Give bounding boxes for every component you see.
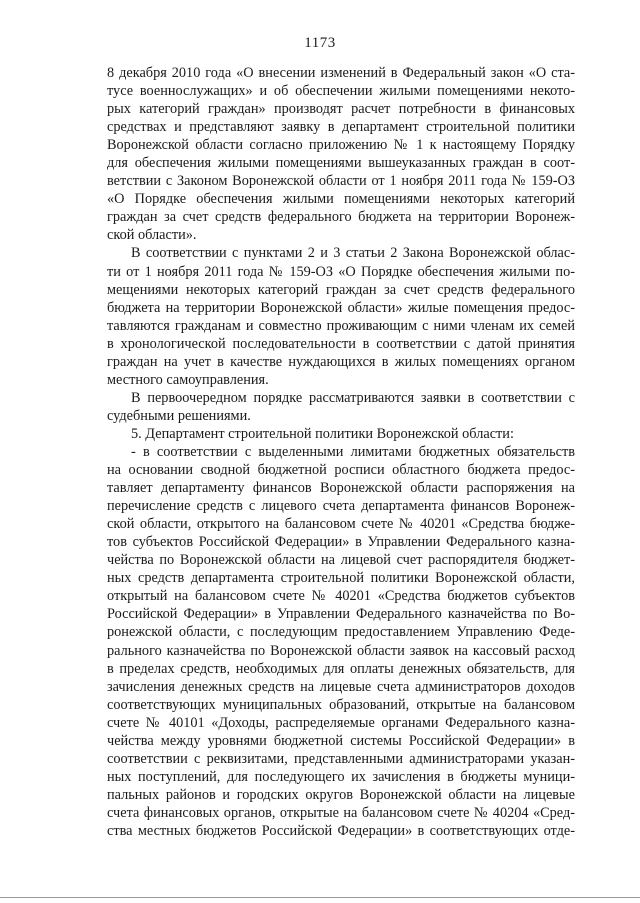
text-line: ветствии с Законом Воронежской области от 1 ноября 2011 года № 159-ОЗ [107,173,575,190]
text-line: 5. Департамент строительной политики Воронежской области: [131,425,514,442]
text-line: тов субъектов Российской Федерации» в Управлении Федерального казна- [107,534,575,551]
document-body [107,64,575,840]
text-line: мещениями некоторых категорий граждан за счет средств федерального [107,281,575,298]
text-line: перечисление средств с лицевого счета департамента финансов Воронеж- [107,498,575,515]
text-line: счета финансовых органов, открытые на балансовом счете № 40204 «Сред- [107,804,575,821]
text-line: рального казначейства по Воронежской области заявок на кассовый расход [107,642,575,659]
text-line: зачисления денежных средств на лицевые счета администраторов доходов [107,678,575,695]
text-line: 8 декабря 2010 года «О внесении изменений в Федеральный закон «О ста- [107,65,575,81]
text-line: В первоочередном порядке рассматриваются заявки в соответствии с [131,389,575,406]
text-line: ти от 1 ноября 2011 года № 159-ОЗ «О Порядке обеспечения жилыми по- [107,263,575,280]
text-line: Российской Федерации» в Управлении Федерального казначейства по Во- [107,606,575,623]
text-line: ных поступлений, для последующего их зачисления в бюджеты муници- [107,768,575,785]
text-line: бюджета на территории Воронежской области» жилые помещения предос- [107,299,575,316]
text-line: местного самоуправления. [107,371,269,388]
text-line: ных средств департамента строительной политики Воронежской области, [107,570,575,587]
text-line: граждан на учет в качестве нуждающихся в жилых помещениях органом [107,353,575,370]
text-line: соответствии с реквизитами, представленными администраторами указан- [107,750,575,767]
text-line: ской области, открытого на балансовом счете № 40201 «Средства бюдже- [107,516,575,533]
text-line: тусе военнослужащих» и об обеспечении жилыми помещениями некото- [107,83,575,100]
text-line: на основании сводной бюджетной росписи областного бюджета предос- [107,462,575,479]
text-line: тавляет департаменту финансов Воронежской области распоряжения на [107,480,575,497]
text-line: в хронологической последовательности в соответствии с датой принятия [107,335,575,352]
text-line: чейства по Воронежской области на лицевой счет распорядителя бюджет- [107,552,575,569]
text-line: ронежской области, с последующим предоставлением Управлению Феде- [107,624,575,641]
page-bottom-edge [0,897,640,898]
text-line: открытый на балансовом счете № 40201 «Средства бюджетов субъектов [107,588,575,605]
text-line: ской области». [107,227,197,244]
text-line: граждан за счет средств федерального бюджета на территории Воронеж- [107,209,575,226]
page-number: 1173 [304,35,336,51]
text-line: пальных районов и городских округов Воронежской области на лицевые [107,786,575,803]
text-line: чейства между уровнями бюджетной системы Российской Федерации» в [107,732,575,749]
text-line: счете № 40101 «Доходы, распределяемые органами Федерального казна- [107,714,575,731]
text-line: «О Порядке обеспечения жилыми помещениями некоторых категорий [107,191,575,208]
text-line: ства местных бюджетов Российской Федерации» в соответствующих отде- [107,822,575,839]
text-line: в пределах средств, необходимых для оплаты денежных обязательств, для [107,660,575,677]
text-line: рых категорий граждан» производят расчет потребности в финансовых [107,101,575,118]
text-line: тавляются гражданам и совместно проживающим с ними членам их семей [107,317,575,334]
text-line: Воронежской области согласно приложению № 1 к настоящему Порядку [107,137,575,154]
text-line: средствах и представляют заявку в департамент строительной политики [107,119,575,136]
text-line: судебными решениями. [107,407,251,424]
text-line: для обеспечения жилыми помещениями вышеуказанных граждан в соот- [107,155,575,172]
text-line: соответствующих муниципальных образований, открытые на балансовом [107,696,575,713]
text-line: - в соответствии с выделенными лимитами бюджетных обязательств [131,443,575,460]
text-line: В соответствии с пунктами 2 и 3 статьи 2 Закона Воронежской облас- [131,245,575,262]
